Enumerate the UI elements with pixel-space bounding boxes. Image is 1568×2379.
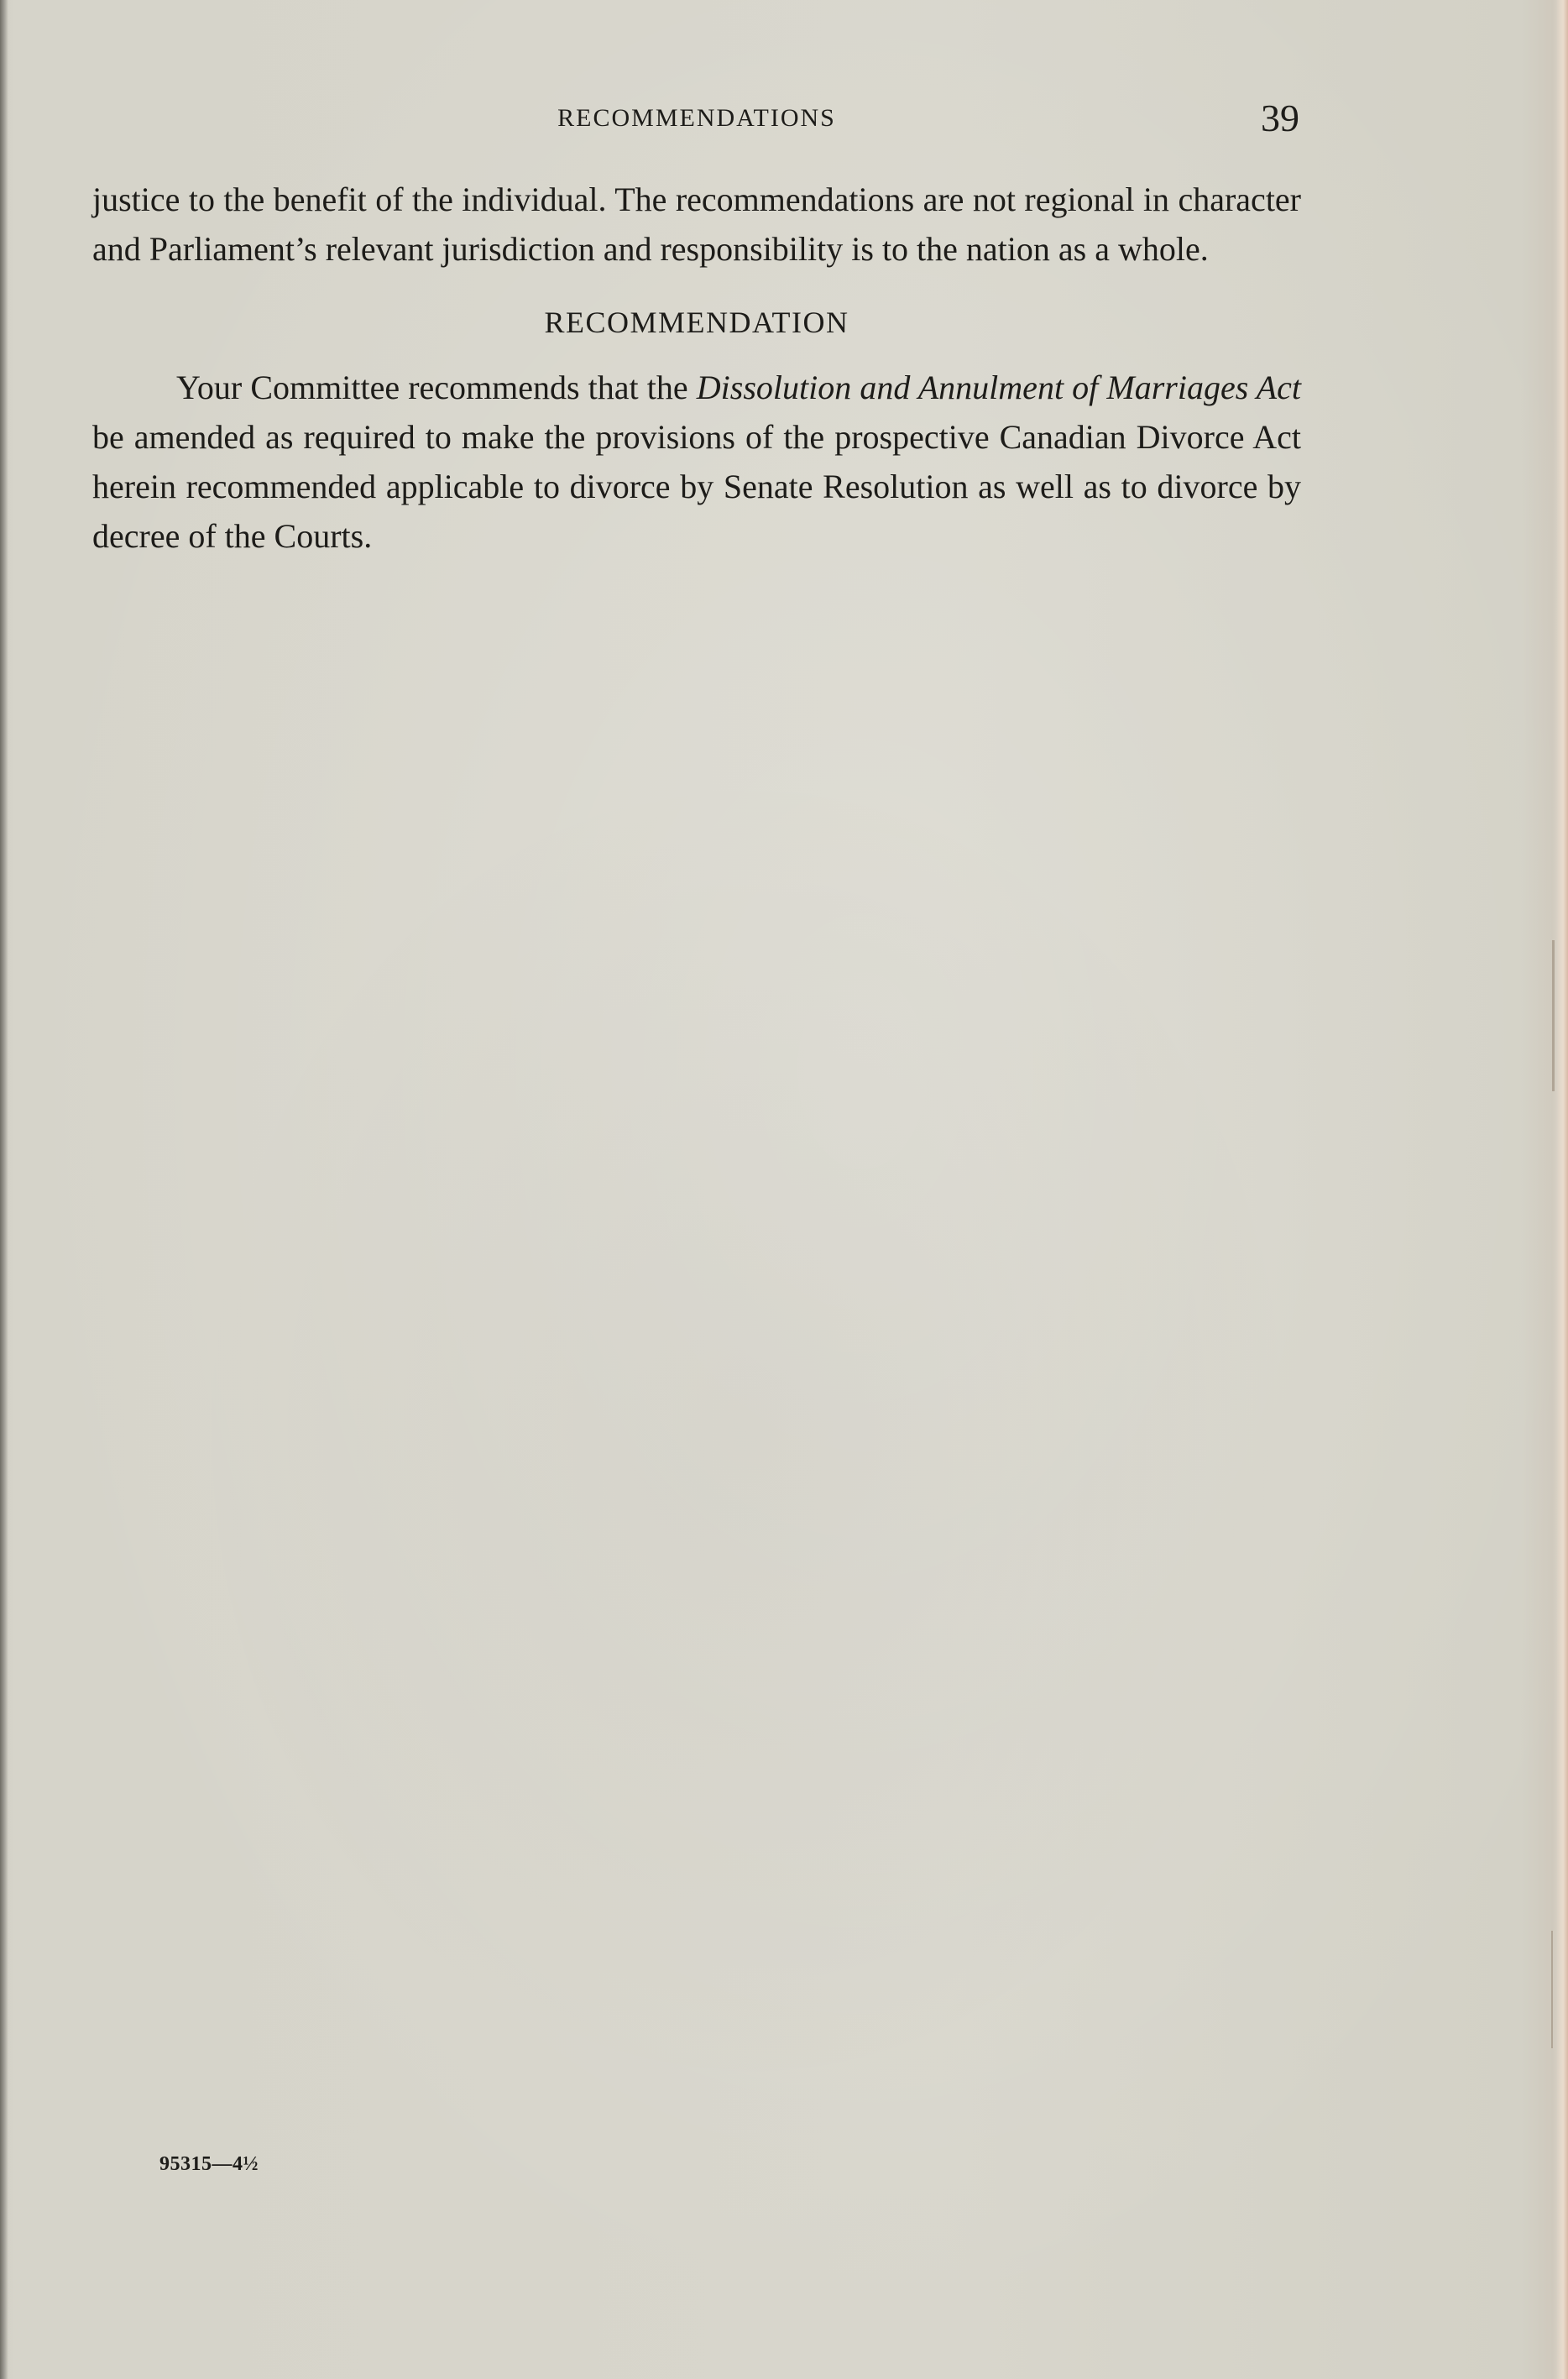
main-text	[92, 175, 1301, 561]
edge-mark	[1551, 1931, 1553, 2048]
show-through-shadow	[168, 739, 1326, 2124]
continuation-paragraph: justice to the benefit of the individual. The recommendations are not regional in character and Parliament’s relevant jurisdiction and responsibility is to the nation as a whole.	[92, 180, 1301, 268]
recommendation-paragraph	[92, 363, 1301, 561]
signature-code: 95315—4½	[159, 2153, 259, 2175]
running-head	[92, 99, 1301, 149]
page-right-edge	[1556, 0, 1568, 2379]
section-heading: RECOMMENDATION	[544, 306, 849, 339]
page-number: 39	[1261, 97, 1299, 139]
page-spine-shadow	[0, 0, 8, 2379]
recommendation-rest: be amended as required to make the provisions of the prospective Canadian Divorce Act herein recommended applicable to divorce by Senate Resolution as well as to divorce by decree of the Courts.	[92, 418, 1301, 555]
recommendation-lead: Your Committee recommends that the	[176, 369, 697, 406]
act-title: Dissolution and Annulment of Marriages Act	[696, 369, 1301, 406]
edge-mark	[1552, 940, 1555, 1091]
running-title: RECOMMENDATIONS	[557, 104, 836, 132]
